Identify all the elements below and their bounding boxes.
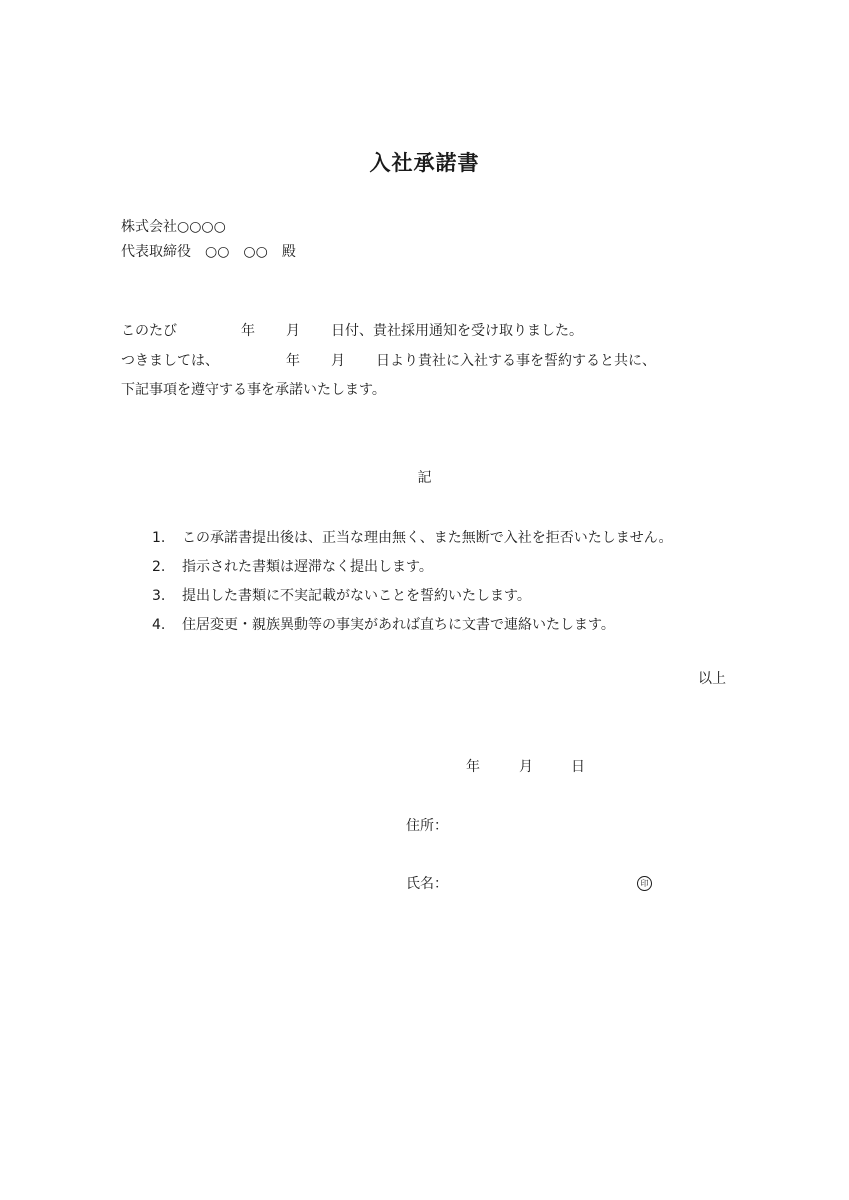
address-label: 住所： [406, 818, 448, 834]
date-day: 日 [571, 759, 585, 775]
seal-mark: 印 [637, 876, 652, 891]
list-item-text: この承諾書提出後は、正当な理由無く、また無断で入社を拒否いたしません。 [182, 529, 673, 546]
list-item [152, 581, 673, 610]
list-item [152, 552, 673, 581]
body-line1-prefix: このたび [121, 323, 177, 339]
list-item-number: 3. [152, 587, 166, 604]
date-year: 年 [466, 759, 480, 775]
list-item [152, 523, 673, 552]
body-line2-suffix: 日より貴社に入社する事を誓約すると共に、 [376, 353, 656, 369]
body-line3: 下記事項を遵守する事を承諾いたします。 [121, 382, 386, 398]
terms-list [152, 523, 673, 639]
list-item-number: 1. [152, 529, 166, 546]
list-item [152, 610, 673, 639]
body-line1-suffix: 日付、貴社採用通知を受け取りました。 [331, 323, 583, 339]
list-item-number: 2. [152, 558, 166, 575]
list-item-number: 4. [152, 616, 166, 633]
addressee-company: 株式会社○○○○ [121, 219, 226, 235]
list-item-text: 提出した書類に不実記載がないことを誓約いたします。 [182, 587, 531, 604]
list-item-text: 指示された書類は遅滞なく提出します。 [182, 558, 433, 575]
body-line2-month: 月 [331, 353, 345, 369]
body-line2-prefix: つきましては、 [121, 353, 219, 369]
body-line1-month: 月 [286, 323, 300, 339]
name-label: 氏名： [406, 876, 448, 892]
document-title: 入社承諾書 [369, 151, 480, 175]
ki-heading: 記 [417, 470, 432, 486]
closing-ijo: 以上 [698, 671, 726, 687]
list-item-text: 住居変更・親族異動等の事実があれば直ちに文書で連絡いたします。 [182, 616, 615, 633]
body-line1-year: 年 [241, 323, 255, 339]
body-line2-year: 年 [286, 353, 300, 369]
addressee-representative: 代表取締役 ○○ ○○ 殿 [121, 244, 296, 260]
date-month: 月 [519, 759, 533, 775]
